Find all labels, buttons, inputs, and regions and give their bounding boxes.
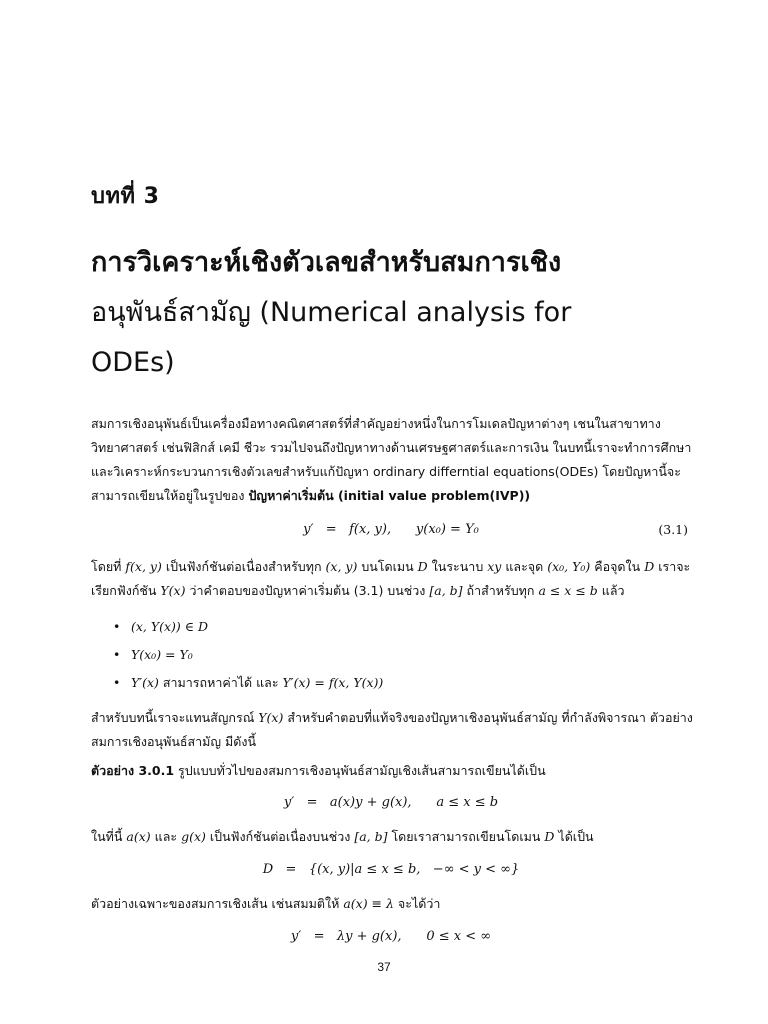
math-inline: (x, Y(x)) ∈ D [131, 619, 209, 634]
definition-paragraph [91, 555, 701, 603]
text-segment: บนโดเมน [361, 559, 414, 574]
text-segment: ตัวอย่างเฉพาะของสมการเชิงเส้น เช่นสมมติให้ [91, 896, 340, 911]
math-inline: D [417, 559, 428, 574]
text-segment: และ [154, 829, 178, 844]
list-item [113, 669, 383, 697]
math-inline: Y′(x) [131, 675, 159, 690]
math-inline: Y(x) [160, 583, 186, 598]
text-segment: โดยเราสามารถเขียนโดเมน [391, 829, 541, 844]
intro-paragraph [91, 412, 701, 508]
equation-lambda: y′ = λy + g(x), 0 ≤ x < ∞ [290, 929, 492, 944]
text-segment: เป็นฟังก์ชันต่อเนื่องบนช่วง [209, 829, 351, 844]
intro-text: สมการเชิงอนุพันธ์เป็นเครื่องมือทางคณิตศาสตร์ที่สำคัญอย่างหนึ่งในการโมเดลปัญหาต่างๆ เชนในสาขาทางวิทยาศาสตร์ เช่นฟิสิกส์ เคมี ชีวะ รวมไปจนถึงปัญหาทางด้านเศรษฐศาสตร์และการเงิน ในบทนี้เราจะทำการศึกษาและวิเคราะห์กระบวนการเชิงตัวเลขสำหรับแก้ปัญหา ordinary differntial equations(ODEs) โดยปัญหานี้จะสามารถเขียนให้อยู่ในรูปของ [91, 416, 692, 503]
text-segment: แล้ว [601, 583, 625, 598]
text-segment: เราจะเรียกฟังก์ชัน [91, 559, 691, 598]
math-inline: (x₀, Y₀) [547, 559, 591, 574]
chapter-title-line-3: ODEs) [91, 347, 175, 378]
list-item [113, 641, 383, 669]
math-inline: g(x) [181, 829, 206, 844]
special-case-paragraph [91, 892, 701, 916]
text-segment: ในระนาบ [431, 559, 484, 574]
condition-list [113, 613, 383, 697]
math-inline: [a, b] [429, 583, 463, 598]
example-label: ตัวอย่าง 3.0.1 [91, 763, 175, 778]
text-segment: จะได้ว่า [397, 896, 441, 911]
math-inline: f(x, y) [125, 559, 162, 574]
text-segment: ถ้าสำหรับทุก [466, 583, 535, 598]
text-segment: สำหรับบทนี้เราจะแทนสัญกรณ์ [91, 710, 255, 725]
text-segment: คือจุดใน [594, 559, 641, 574]
math-inline: Y′(x) = f(x, Y(x)) [282, 675, 384, 690]
equation-domain: D = {(x, y)|a ≤ x ≤ b, −∞ < y < ∞} [262, 862, 520, 877]
text-segment: ในที่นี้ [91, 829, 123, 844]
text-segment: ได้เป็น [558, 829, 594, 844]
text-segment: โดยที่ [91, 559, 122, 574]
chapter-label: บทที่ 3 [91, 184, 160, 209]
text-segment: ว่าคำตอบของปัญหาค่าเริ่มต้น (3.1) บนช่วง [189, 583, 426, 598]
ivp-term: ปัญหาค่าเริ่มต้น (initial value problem(IVP)) [248, 488, 531, 503]
math-inline: a(x) [126, 829, 151, 844]
math-inline: Y(x) [258, 710, 284, 725]
example-paragraph [91, 759, 701, 783]
math-inline: D [544, 829, 555, 844]
chapter-title-line-1: การวิเคราะห์เชิงตัวเลขสำหรับสมการเชิง [91, 247, 562, 278]
page-number: 37 [377, 960, 391, 974]
equation-3-1-number: (3.1) [658, 522, 688, 537]
math-inline: Y(x₀) = Y₀ [131, 647, 193, 662]
text-segment: สำหรับคำตอบที่แท้จริงของปัญหาเชิงอนุพันธ์สามัญ ที่กำลังพิจารณา ตัวอย่างสมการเชิงอนุพันธ์สามัญ มีดังนี้ [91, 710, 693, 749]
notation-paragraph [91, 706, 701, 754]
chapter-title [91, 238, 691, 388]
equation-3-1: y′ = f(x, y), y(x₀) = Y₀ [303, 522, 479, 537]
math-inline: xy [487, 559, 502, 574]
list-item [113, 613, 383, 641]
text-segment: สามารถหาค่าได้ และ [162, 675, 279, 690]
equation-linear: y′ = a(x)y + g(x), a ≤ x ≤ b [283, 795, 499, 810]
math-inline: a(x) ≡ λ [343, 896, 394, 911]
math-inline: D [644, 559, 655, 574]
coefficient-paragraph [91, 825, 701, 849]
math-inline: a ≤ x ≤ b [538, 583, 598, 598]
text-segment: และจุด [505, 559, 544, 574]
math-inline: [a, b] [354, 829, 388, 844]
math-inline: (x, y) [325, 559, 358, 574]
example-text: รูปแบบทั่วไปของสมการเชิงอนุพันธ์สามัญเชิงเส้นสามารถเขียนได้เป็น [178, 763, 546, 778]
text-segment: เป็นฟังก์ชันต่อเนื่องสำหรับทุก [165, 559, 322, 574]
chapter-title-line-2: อนุพันธ์สามัญ (Numerical analysis for [91, 297, 572, 328]
